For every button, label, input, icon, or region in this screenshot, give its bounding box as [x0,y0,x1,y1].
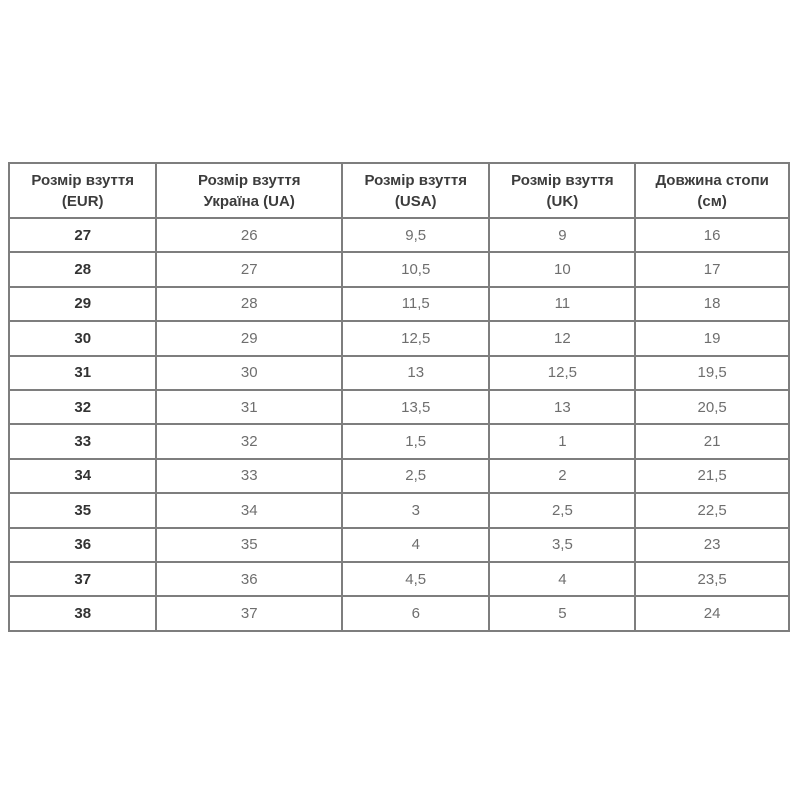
table-row [9,390,789,424]
table-cell-usa: 12,5 [342,321,489,355]
table-cell-cm: 16 [635,218,789,252]
table-cell-uk: 10 [489,252,635,286]
header-line2: (USA) [394,192,437,210]
table-cell-cm: 23,5 [635,562,789,596]
table-cell-eur: 37 [9,562,156,596]
table-cell-cm: 19 [635,321,789,355]
table-cell-uk: 9 [489,218,635,252]
table-cell-ua: 35 [156,528,342,562]
table-cell-ua: 32 [156,424,342,458]
header-line2: (UK) [546,192,579,210]
table-cell-uk: 13 [489,390,635,424]
table-row [9,218,789,252]
table-cell-eur: 31 [9,356,156,390]
table-row [9,424,789,458]
table-cell-eur: 32 [9,390,156,424]
table-cell-cm: 22,5 [635,493,789,527]
table-cell-usa: 11,5 [342,287,489,321]
header-line2: (EUR) [61,192,104,210]
table-row [9,596,789,630]
table-cell-usa: 1,5 [342,424,489,458]
table-cell-uk: 2 [489,459,635,493]
table-cell-ua: 33 [156,459,342,493]
table-cell-uk: 12,5 [489,356,635,390]
header-cell-cm [635,163,789,218]
header-line2: (см) [697,192,727,210]
table-cell-eur: 35 [9,493,156,527]
table-cell-usa: 13,5 [342,390,489,424]
header-line1: Розмір взуття [511,171,614,189]
table-cell-uk: 12 [489,321,635,355]
header-line1: Розмір взуття [31,171,134,189]
table-cell-eur: 33 [9,424,156,458]
table-cell-usa: 10,5 [342,252,489,286]
table-cell-ua: 26 [156,218,342,252]
table-cell-ua: 29 [156,321,342,355]
table-cell-ua: 37 [156,596,342,630]
table-cell-uk: 5 [489,596,635,630]
table-cell-eur: 27 [9,218,156,252]
table-cell-eur: 36 [9,528,156,562]
table-cell-ua: 36 [156,562,342,596]
table-cell-usa: 4 [342,528,489,562]
header-cell-usa [342,163,489,218]
table-cell-eur: 28 [9,252,156,286]
table-cell-eur: 38 [9,596,156,630]
table-cell-cm: 23 [635,528,789,562]
table-cell-uk: 4 [489,562,635,596]
table-cell-cm: 18 [635,287,789,321]
table-row [9,252,789,286]
table-cell-eur: 34 [9,459,156,493]
table-cell-uk: 1 [489,424,635,458]
header-cell-eur [9,163,156,218]
header-line1: Розмір взуття [364,171,467,189]
table-cell-cm: 17 [635,252,789,286]
table-cell-usa: 13 [342,356,489,390]
header-cell-ua [156,163,342,218]
header-cell-uk [489,163,635,218]
table-cell-uk: 11 [489,287,635,321]
table-row [9,321,789,355]
table-cell-eur: 29 [9,287,156,321]
table-cell-usa: 4,5 [342,562,489,596]
table-cell-usa: 3 [342,493,489,527]
table-cell-ua: 34 [156,493,342,527]
table-cell-ua: 27 [156,252,342,286]
table-cell-cm: 19,5 [635,356,789,390]
table-cell-eur: 30 [9,321,156,355]
header-line1: Довжина стопи [655,171,769,189]
table-cell-uk: 3,5 [489,528,635,562]
table-row [9,528,789,562]
table-cell-usa: 6 [342,596,489,630]
header-row [9,163,789,218]
header-line1: Розмір взуття [197,171,301,189]
table-cell-usa: 2,5 [342,459,489,493]
shoe-size-conversion-table [8,162,790,632]
table-cell-cm: 20,5 [635,390,789,424]
table-row [9,356,789,390]
table-row [9,459,789,493]
table-row [9,287,789,321]
table-row [9,562,789,596]
table-cell-usa: 9,5 [342,218,489,252]
header-line2: Україна (UA) [203,192,295,210]
table-cell-cm: 21,5 [635,459,789,493]
table-row [9,493,789,527]
table-cell-cm: 24 [635,596,789,630]
table-cell-ua: 31 [156,390,342,424]
table-cell-cm: 21 [635,424,789,458]
table-cell-ua: 28 [156,287,342,321]
table-cell-ua: 30 [156,356,342,390]
table-cell-uk: 2,5 [489,493,635,527]
